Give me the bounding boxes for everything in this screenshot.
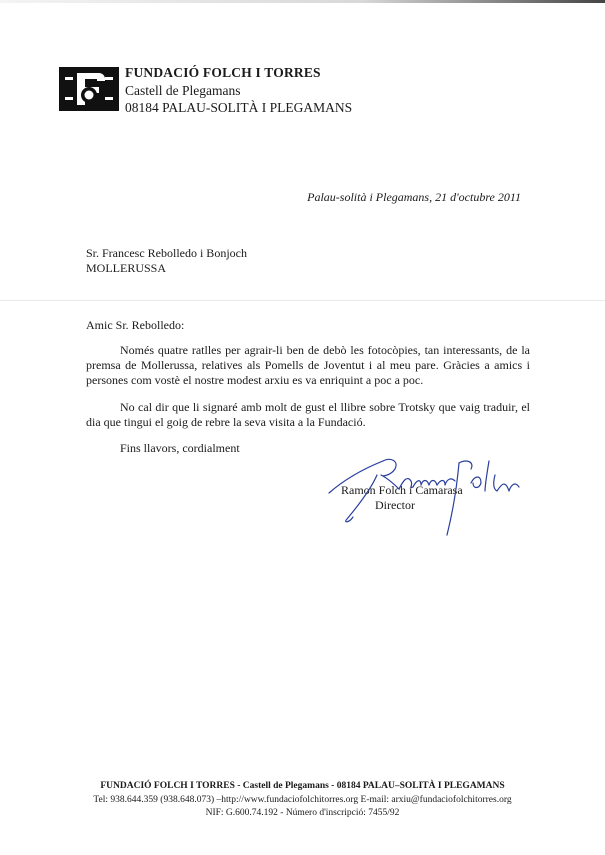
signer-title: Director — [375, 498, 415, 512]
footer-address: FUNDACIÓ FOLCH I TORRES - Castell de Plegamans - 08184 PALAU–SOLITÀ I PLEGAMANS — [100, 781, 505, 791]
footer-contact: Tel: 938.644.359 (938.648.073) –http://www.fundaciofolchitorres.org E-mail: arxiu@fundaciofolchitorres.org — [93, 795, 512, 805]
organization-name: FUNDACIÓ FOLCH I TORRES — [125, 65, 321, 80]
fft-logo-icon — [59, 67, 119, 111]
recipient-city: MOLLERUSSA — [86, 261, 167, 275]
scan-top-edge — [0, 0, 605, 3]
body-paragraph-1: Només quatre ratlles per agrair-li ben de debò les fotocòpies, tan interessants, de la premsa de Mollerussa, relatives als Pomells de Joventut i al meu pare. Gràcies a amics i persones com vostè el nostre modest arxiu es va enriquint a poc a poc. — [86, 343, 530, 387]
salutation: Amic Sr. Rebolledo: — [86, 318, 185, 332]
closing-line: Fins llavors, cordialment — [120, 441, 240, 455]
scan-fold-line — [0, 300, 605, 301]
organization-place: Castell de Plegamans — [125, 83, 241, 98]
signer-name: Ramon Folch i Camarasa — [341, 483, 463, 497]
organization-postal-line: 08184 PALAU-SOLITÀ I PLEGAMANS — [125, 100, 353, 115]
recipient-name: Sr. Francesc Rebolledo i Bonjoch — [86, 246, 247, 260]
handwritten-signature — [325, 445, 525, 540]
body-paragraph-2: No cal dir que li signaré amb molt de gust el llibre sobre Trotsky que vaig traduir, el dia que tingui el goig de rebre la seva visita a la Fundació. — [86, 400, 530, 429]
footer-registration: NIF: G.600.74.192 - Número d'inscripció: 7455/92 — [205, 808, 400, 818]
letter-date: Palau-solità i Plegamans, 21 d'octubre 2011 — [307, 190, 521, 204]
